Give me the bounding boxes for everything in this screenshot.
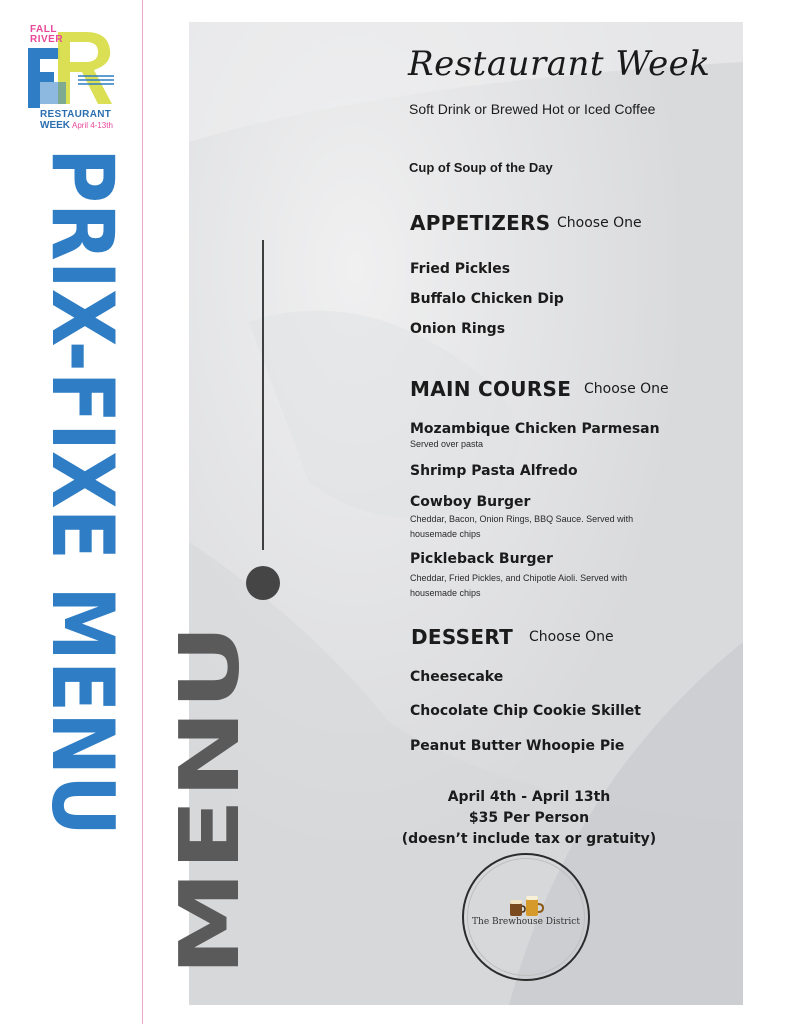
appetizers-choose: Choose One xyxy=(557,215,642,231)
menu-title: Restaurant Week xyxy=(408,44,711,84)
decorative-vertical-line xyxy=(262,240,264,550)
logo-line-fall: FALL xyxy=(30,24,57,35)
main-item-name: Shrimp Pasta Alfredo xyxy=(410,463,578,479)
dessert-heading: DESSERT xyxy=(411,625,514,649)
soup-line: Cup of Soup of the Day xyxy=(409,160,553,175)
dessert-item: Peanut Butter Whoopie Pie xyxy=(410,738,625,754)
appetizers-heading: APPETIZERS xyxy=(410,211,551,235)
appetizer-item: Buffalo Chicken Dip xyxy=(410,291,564,307)
main-item-desc: Cheddar, Fried Pickles, and Chipotle Aioli. Served with housemade chips xyxy=(410,573,628,598)
logo-dates: April 4-13th xyxy=(72,121,113,130)
appetizer-item: Fried Pickles xyxy=(410,261,511,277)
beer-mugs-icon xyxy=(508,895,544,917)
main-course-choose: Choose One xyxy=(584,381,669,397)
logo-line-river: RIVER xyxy=(30,34,64,45)
main-item-name: Pickleback Burger xyxy=(410,551,553,567)
dessert-choose: Choose One xyxy=(529,629,614,645)
restaurant-name: The Brewhouse District xyxy=(472,917,580,927)
main-course-heading: MAIN COURSE xyxy=(410,377,572,401)
vertical-menu-word xyxy=(163,620,310,976)
page-divider-line xyxy=(142,0,143,1024)
side-title-text: PRIX-FIXE MENU xyxy=(32,148,132,937)
menu-vertical-text: MENU xyxy=(163,703,258,976)
logo-line-restaurant: RESTAURANT xyxy=(40,109,112,120)
main-item-name: Mozambique Chicken Parmesan xyxy=(410,421,660,437)
appetizer-item: Onion Rings xyxy=(410,321,506,337)
restaurant-logo-badge xyxy=(462,853,590,981)
main-item-name: Cowboy Burger xyxy=(410,494,531,510)
main-item-desc: Served over pasta xyxy=(410,439,484,449)
decorative-dot xyxy=(246,566,280,600)
event-dates: April 4th - April 13th xyxy=(447,789,611,805)
main-item-desc: Cheddar, Bacon, Onion Rings, BBQ Sauce. Served with housemade chips xyxy=(410,514,634,539)
dessert-item: Cheesecake xyxy=(410,669,504,685)
prix-fixe-menu-title xyxy=(29,148,132,937)
price-note: (doesn’t include tax or gratuity) xyxy=(401,831,657,847)
drink-line: Soft Drink or Brewed Hot or Iced Coffee xyxy=(409,101,656,117)
dessert-item: Chocolate Chip Cookie Skillet xyxy=(410,703,641,719)
restaurant-week-logo xyxy=(26,24,122,134)
event-price: $35 Per Person xyxy=(468,810,590,826)
logo-line-week: WEEK xyxy=(40,120,70,131)
